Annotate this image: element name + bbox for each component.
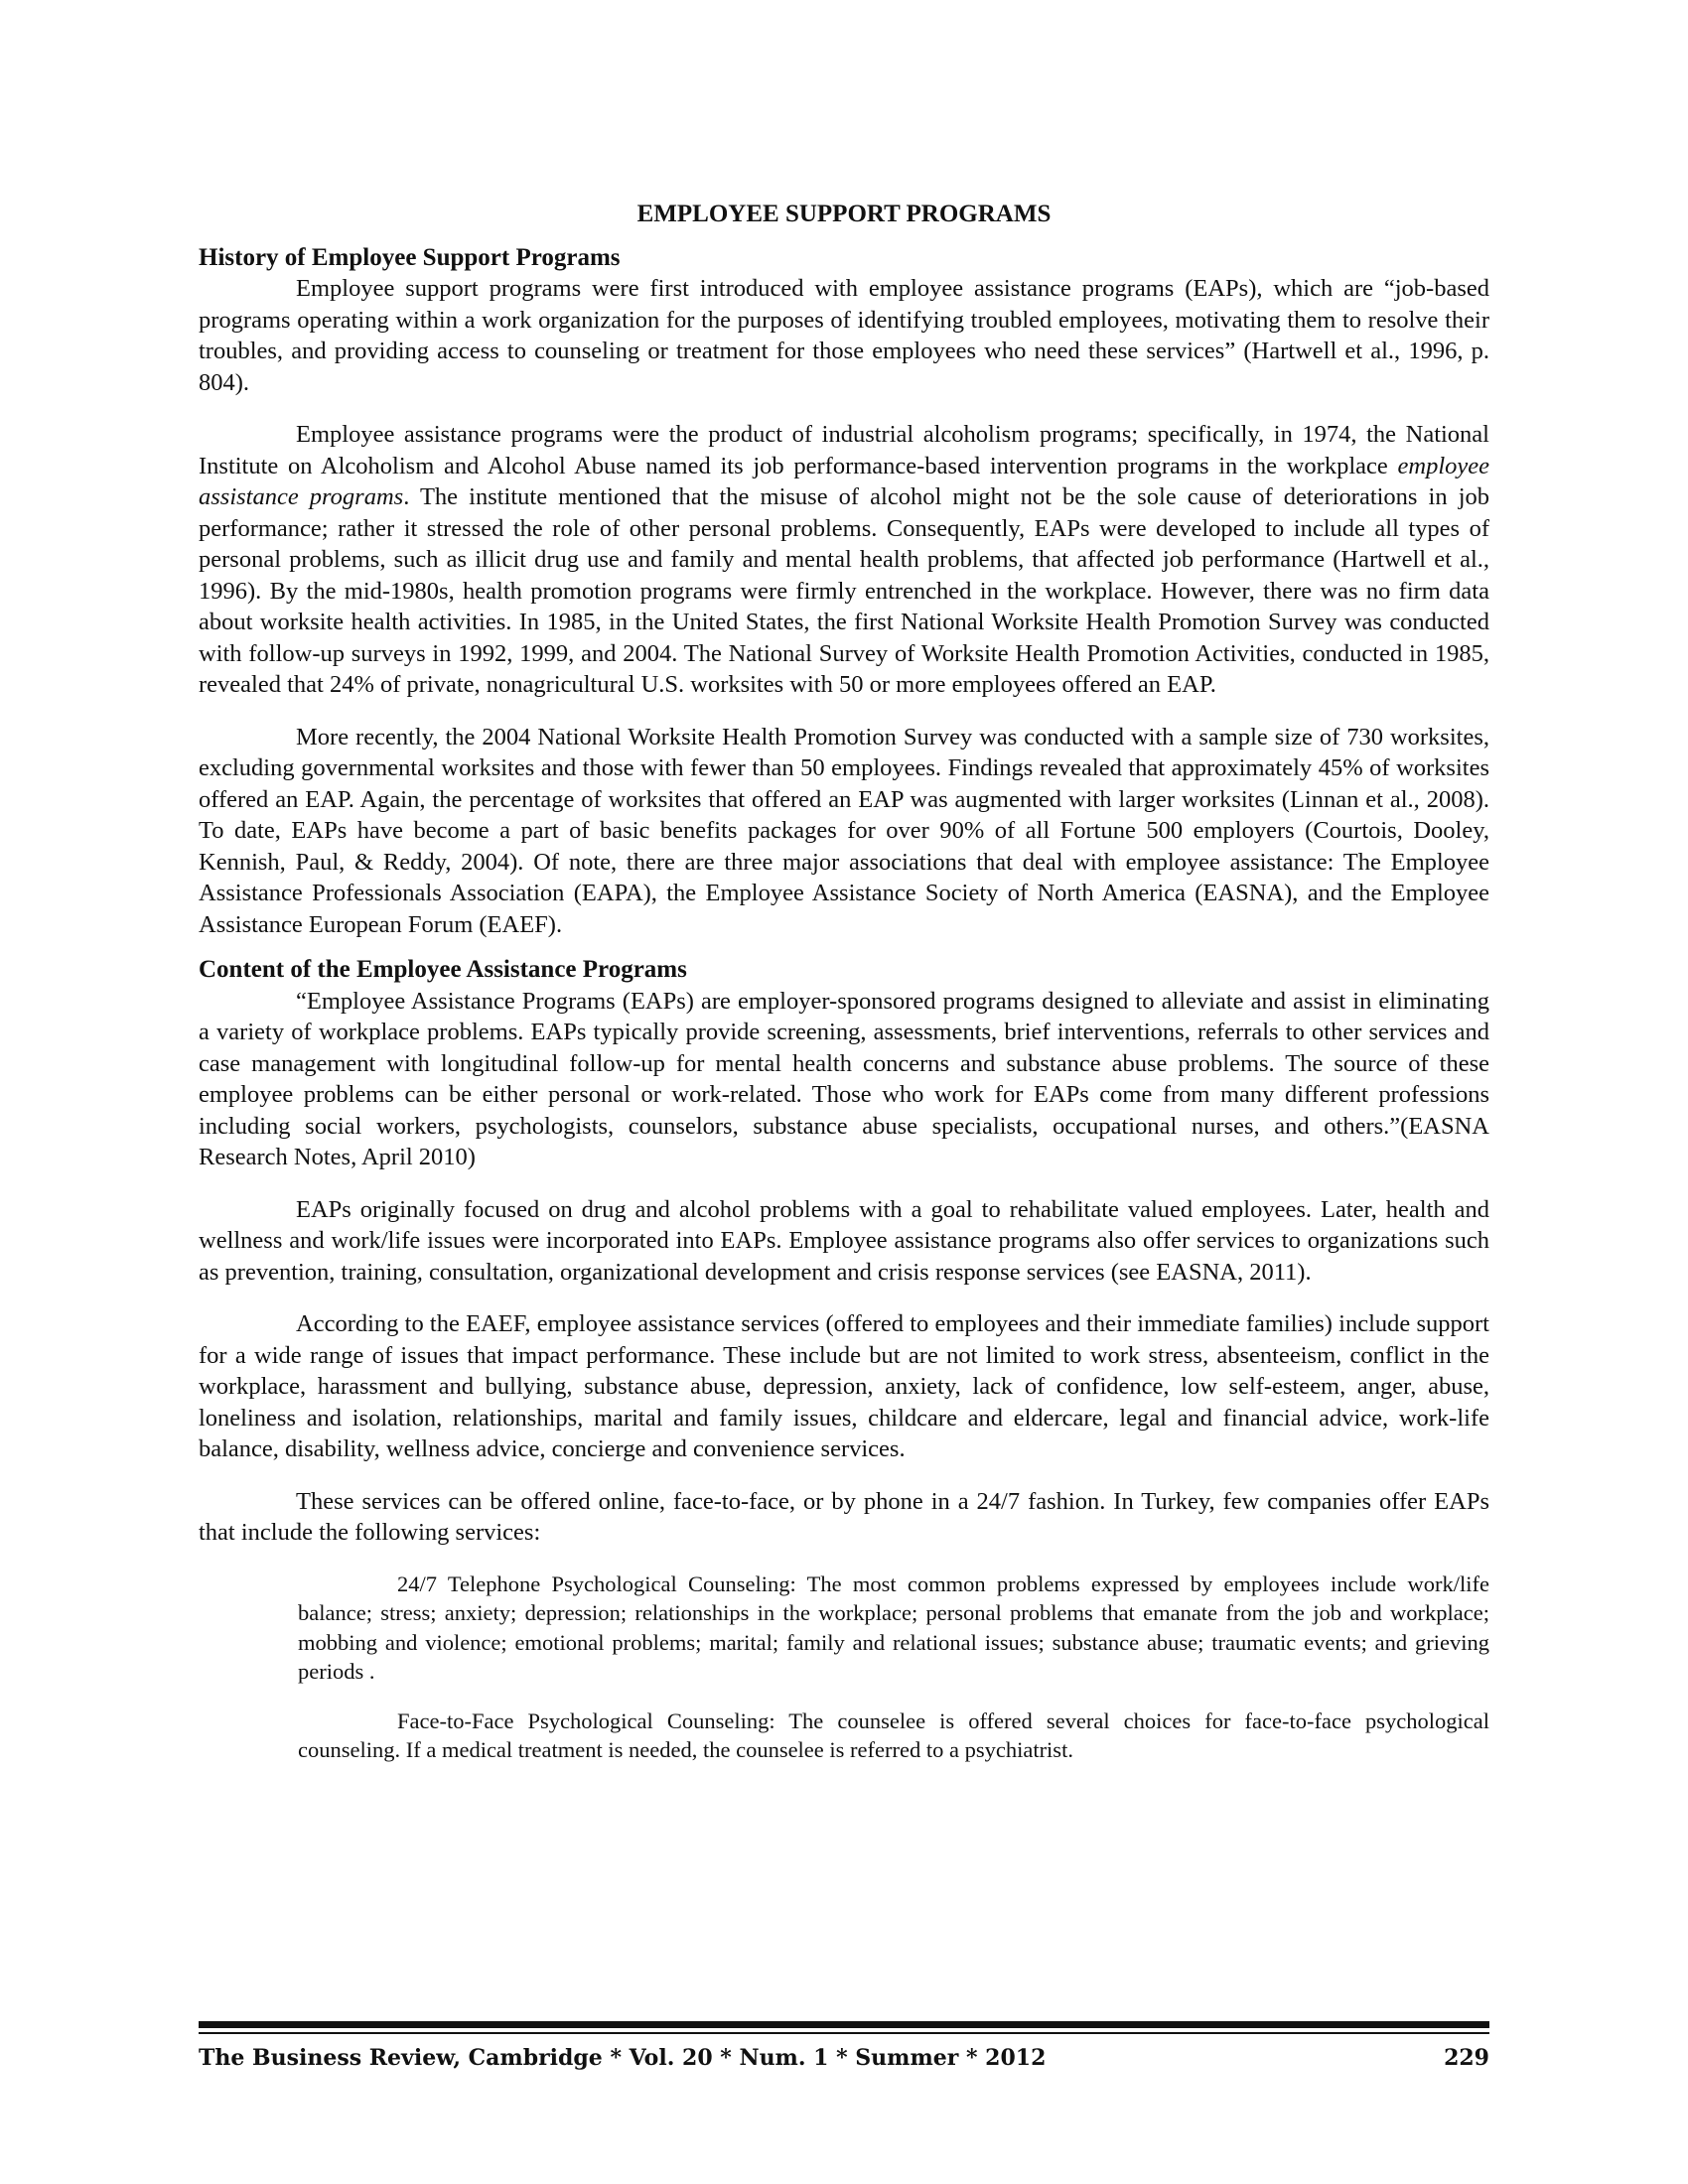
footer-rule-thin — [199, 2032, 1489, 2034]
paragraph: According to the EAEF, employee assistance services (offered to employees and their immediate families) include support for a wide range of issues that impact performance. These include but are not limited to work stress, absenteeism, conflict in the workplace, harassment and bullying, substance abuse, depression, anxiety, lack of confidence, low self-esteem, anger, abuse, loneliness and isolation, relationships, marital and family issues, childcare and eldercare, legal and financial advice, work-life balance, disability, wellness advice, concierge and convenience services. — [199, 1310, 1489, 1462]
section-heading-content: Content of the Employee Assistance Programs — [199, 956, 687, 983]
service-item-face-to-face-counseling: Face-to-Face Psychological Counseling: The counselee is offered several choices for face-to-face psychological counseling. If a medical treatment is needed, the counselee is referred to a psychiatrist. — [298, 1707, 1489, 1762]
page-number: 229 — [1444, 2045, 1489, 2071]
page-title: EMPLOYEE SUPPORT PROGRAMS — [636, 201, 1052, 227]
page-footer — [199, 2043, 1489, 2073]
paragraph: EAPs originally focused on drug and alcohol problems with a goal to rehabilitate valued employees. Later, health and wellness and work/life issues were incorporated into EAPs. Employee assistance programs also offer services to organizations such as prevention, training, consultation, organizational development and crisis response services (see EASNA, 2011). — [199, 1195, 1489, 1286]
paragraph: Employee support programs were first introduced with employee assistance programs (EAPs), which are “job-based programs operating within a work organization for the purposes of identifying troubled employees, motivating them to resolve their troubles, and providing access to counseling or treatment for those employees who need these services” (Hartwell et al., 1996, p. 804). — [199, 275, 1489, 396]
paragraph: “Employee Assistance Programs (EAPs) are employer-sponsored programs designed to alleviate and assist in eliminating a variety of workplace problems. EAPs typically provide screening, assessments, brief interventions, referrals to other services and case management with longitudinal follow-up for mental health concerns and substance abuse problems. The source of these employee problems can be either personal or work-related. Those who work for EAPs come from many different professions including social workers, psychologists, counselors, substance abuse specialists, occupational nurses, and others.”(EASNA Research Notes, April 2010) — [199, 987, 1489, 1170]
paragraph — [199, 419, 1489, 701]
section-heading-history: History of Employee Support Programs — [199, 243, 621, 271]
italic-term: employee assistance programs — [199, 452, 1489, 510]
paragraph-text: Employee assistance programs were the product of industrial alcoholism programs; specifically, in 1974, the National Institute on Alcoholism and Alcohol Abuse named its job performance-based intervention programs in the workplace — [199, 421, 1489, 479]
journal-citation: The Business Review, Cambridge * Vol. 20 * Num. 1 * Summer * 2012 — [199, 2045, 1047, 2071]
page-body — [199, 199, 1489, 1785]
service-item-telephone-counseling: 24/7 Telephone Psychological Counseling: The most common problems expressed by employees include work/life balance; stress; anxiety; depression; relationships in the workplace; personal problems that emanate from the job and workplace; mobbing and violence; emotional problems; marital; family and relational issues; substance abuse; traumatic events; and grieving periods . — [298, 1570, 1489, 1684]
paragraph-text: . The institute mentioned that the misuse of alcohol might not be the sole cause of deteriorations in job performance; rather it stressed the role of other personal problems. Consequently, EAPs were developed to include all types of personal problems, such as illicit drug use and family and mental health problems, that affected job performance (Hartwell et al., 1996). By the mid-1980s, health promotion programs were firmly entrenched in the workplace. However, there was no firm data about worksite health activities. In 1985, in the United States, the first National Worksite Health Promotion Survey was conducted with follow-up surveys in 1992, 1999, and 2004. The National Survey of Worksite Health Promotion Activities, conducted in 1985, revealed that 24% of private, nonagricultural U.S. worksites with 50 or more employees offered an EAP. — [199, 483, 1490, 698]
paragraph: More recently, the 2004 National Worksite Health Promotion Survey was conducted with a sample size of 730 worksites, excluding governmental worksites and those with fewer than 50 employees. Findings revealed that approximately 45% of worksites offered an EAP. Again, the percentage of worksites that offered an EAP was augmented with larger worksites (Linnan et al., 2008). To date, EAPs have become a part of basic benefits packages for over 90% of all Fortune 500 employers (Courtois, Dooley, Kennish, Paul, & Reddy, 2004). Of note, there are three major associations that deal with employee assistance: The Employee Assistance Professionals Association (EAPA), the Employee Assistance Society of North America (EASNA), and the Employee Assistance European Forum (EAEF). — [199, 723, 1489, 938]
paragraph: These services can be offered online, face-to-face, or by phone in a 24/7 fashion. In Turkey, few companies offer EAPs that include the following services: — [199, 1487, 1489, 1546]
footer-rule — [199, 2021, 1489, 2028]
